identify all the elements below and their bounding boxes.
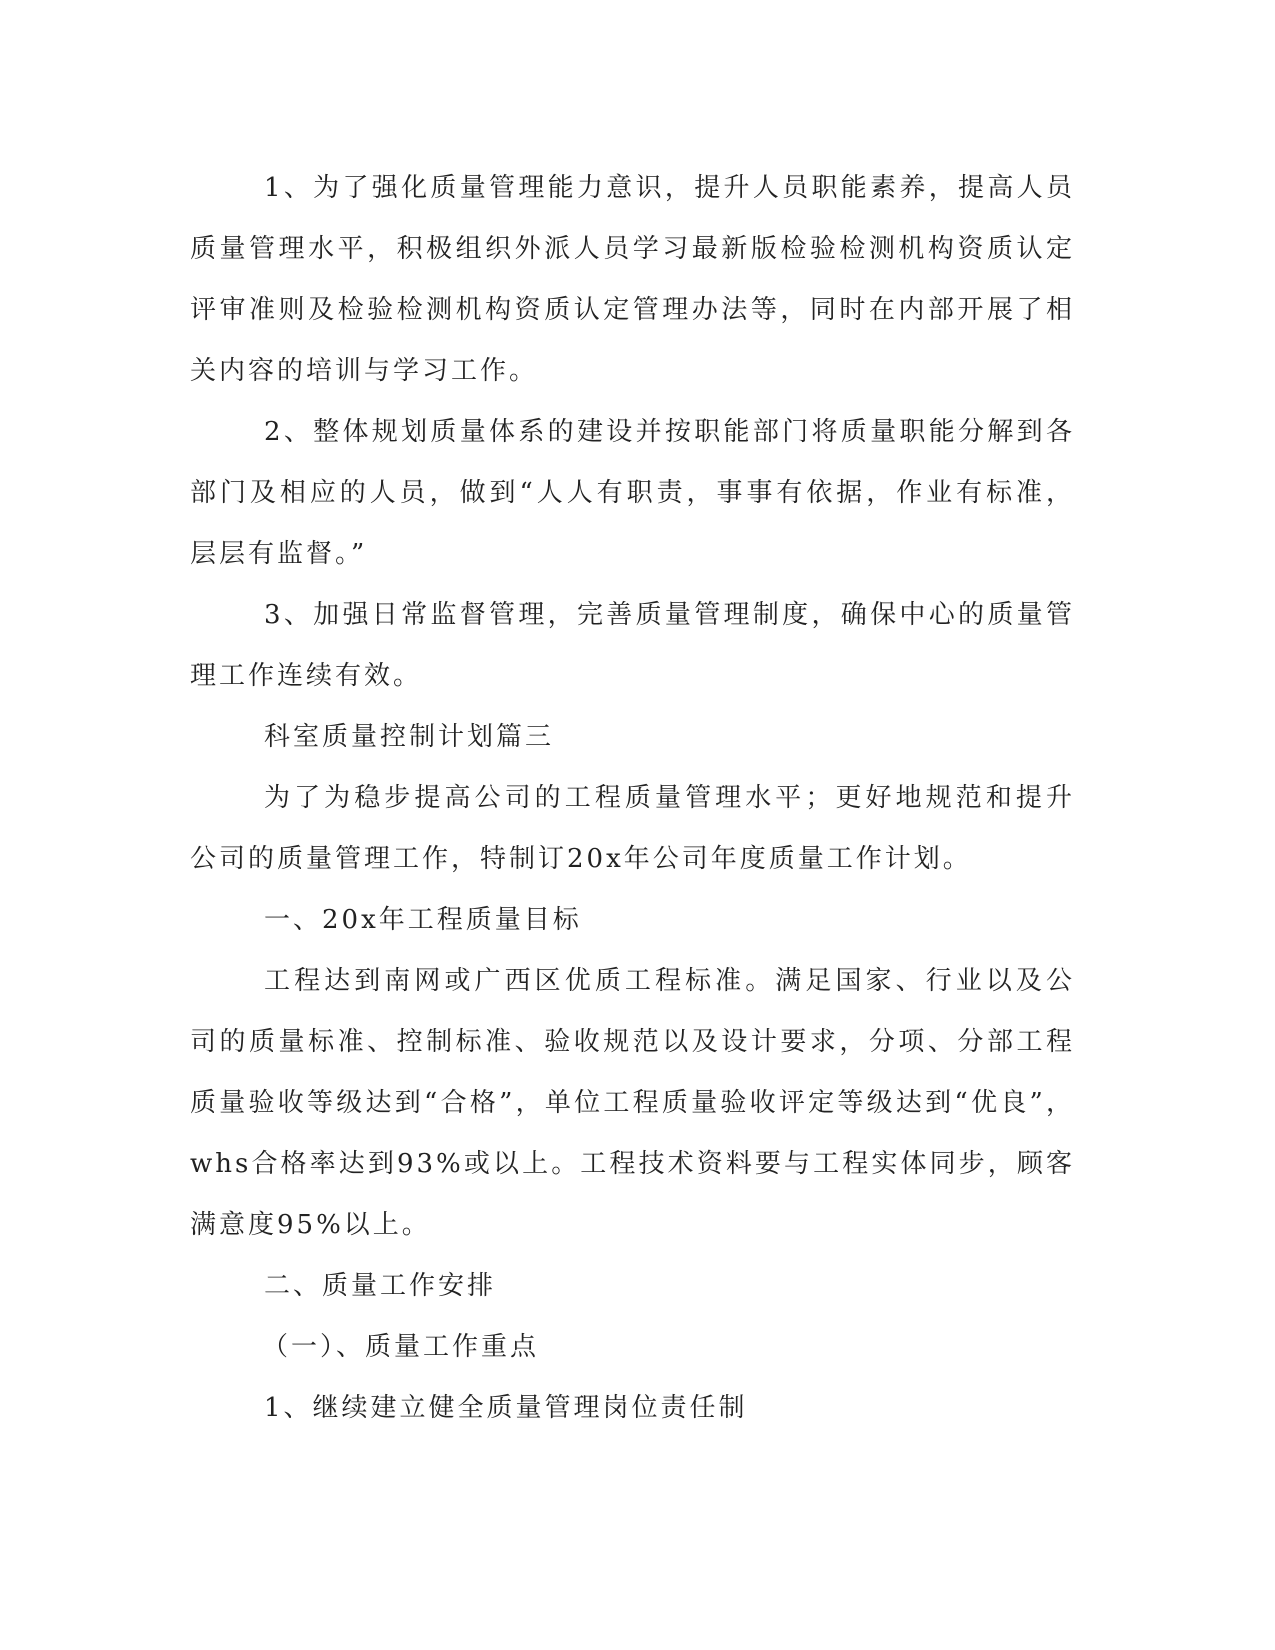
quality-target-paragraph: 工程达到南网或广西区优质工程标准。满足国家、行业以及公司的质量标准、控制标准、验收规范以及设计要求，分项、分部工程质量验收等级达到“合格”，单位工程质量验收评定等级达到“优良”，whs合格率达到93%或以上。工程技术资料要与工程实体同步，顾客满意度95%以上。 xyxy=(190,966,1075,1240)
list-item-1: 1、继续建立健全质量管理岗位责任制 xyxy=(264,1393,748,1423)
intro-paragraph: 为了为稳步提高公司的工程质量管理水平；更好地规范和提升公司的质量管理工作，特制订20x年公司年度质量工作计划。 xyxy=(190,783,1075,874)
paragraph-3: 3、加强日常监督管理，完善质量管理制度，确保中心的质量管理工作连续有效。 xyxy=(190,600,1075,691)
paragraph-1: 1、为了强化质量管理能力意识，提升人员职能素养，提高人员质量管理水平，积极组织外派人员学习最新版检验检测机构资质认定评审准则及检验检测机构资质认定管理办法等，同时在内部开展了相关内容的培训与学习工作。 xyxy=(190,173,1075,386)
document-body xyxy=(190,158,1075,1439)
subheading-work-focus: （一）、质量工作重点 xyxy=(262,1332,540,1362)
paragraph-2: 2、整体规划质量体系的建设并按职能部门将质量职能分解到各部门及相应的人员，做到“人人有职责，事事有依据，作业有标准，层层有监督。” xyxy=(190,417,1075,569)
heading-work-arrangement: 二、质量工作安排 xyxy=(264,1271,497,1301)
section-title: 科室质量控制计划篇三 xyxy=(264,722,555,752)
heading-quality-target: 一、20x年工程质量目标 xyxy=(264,905,582,935)
